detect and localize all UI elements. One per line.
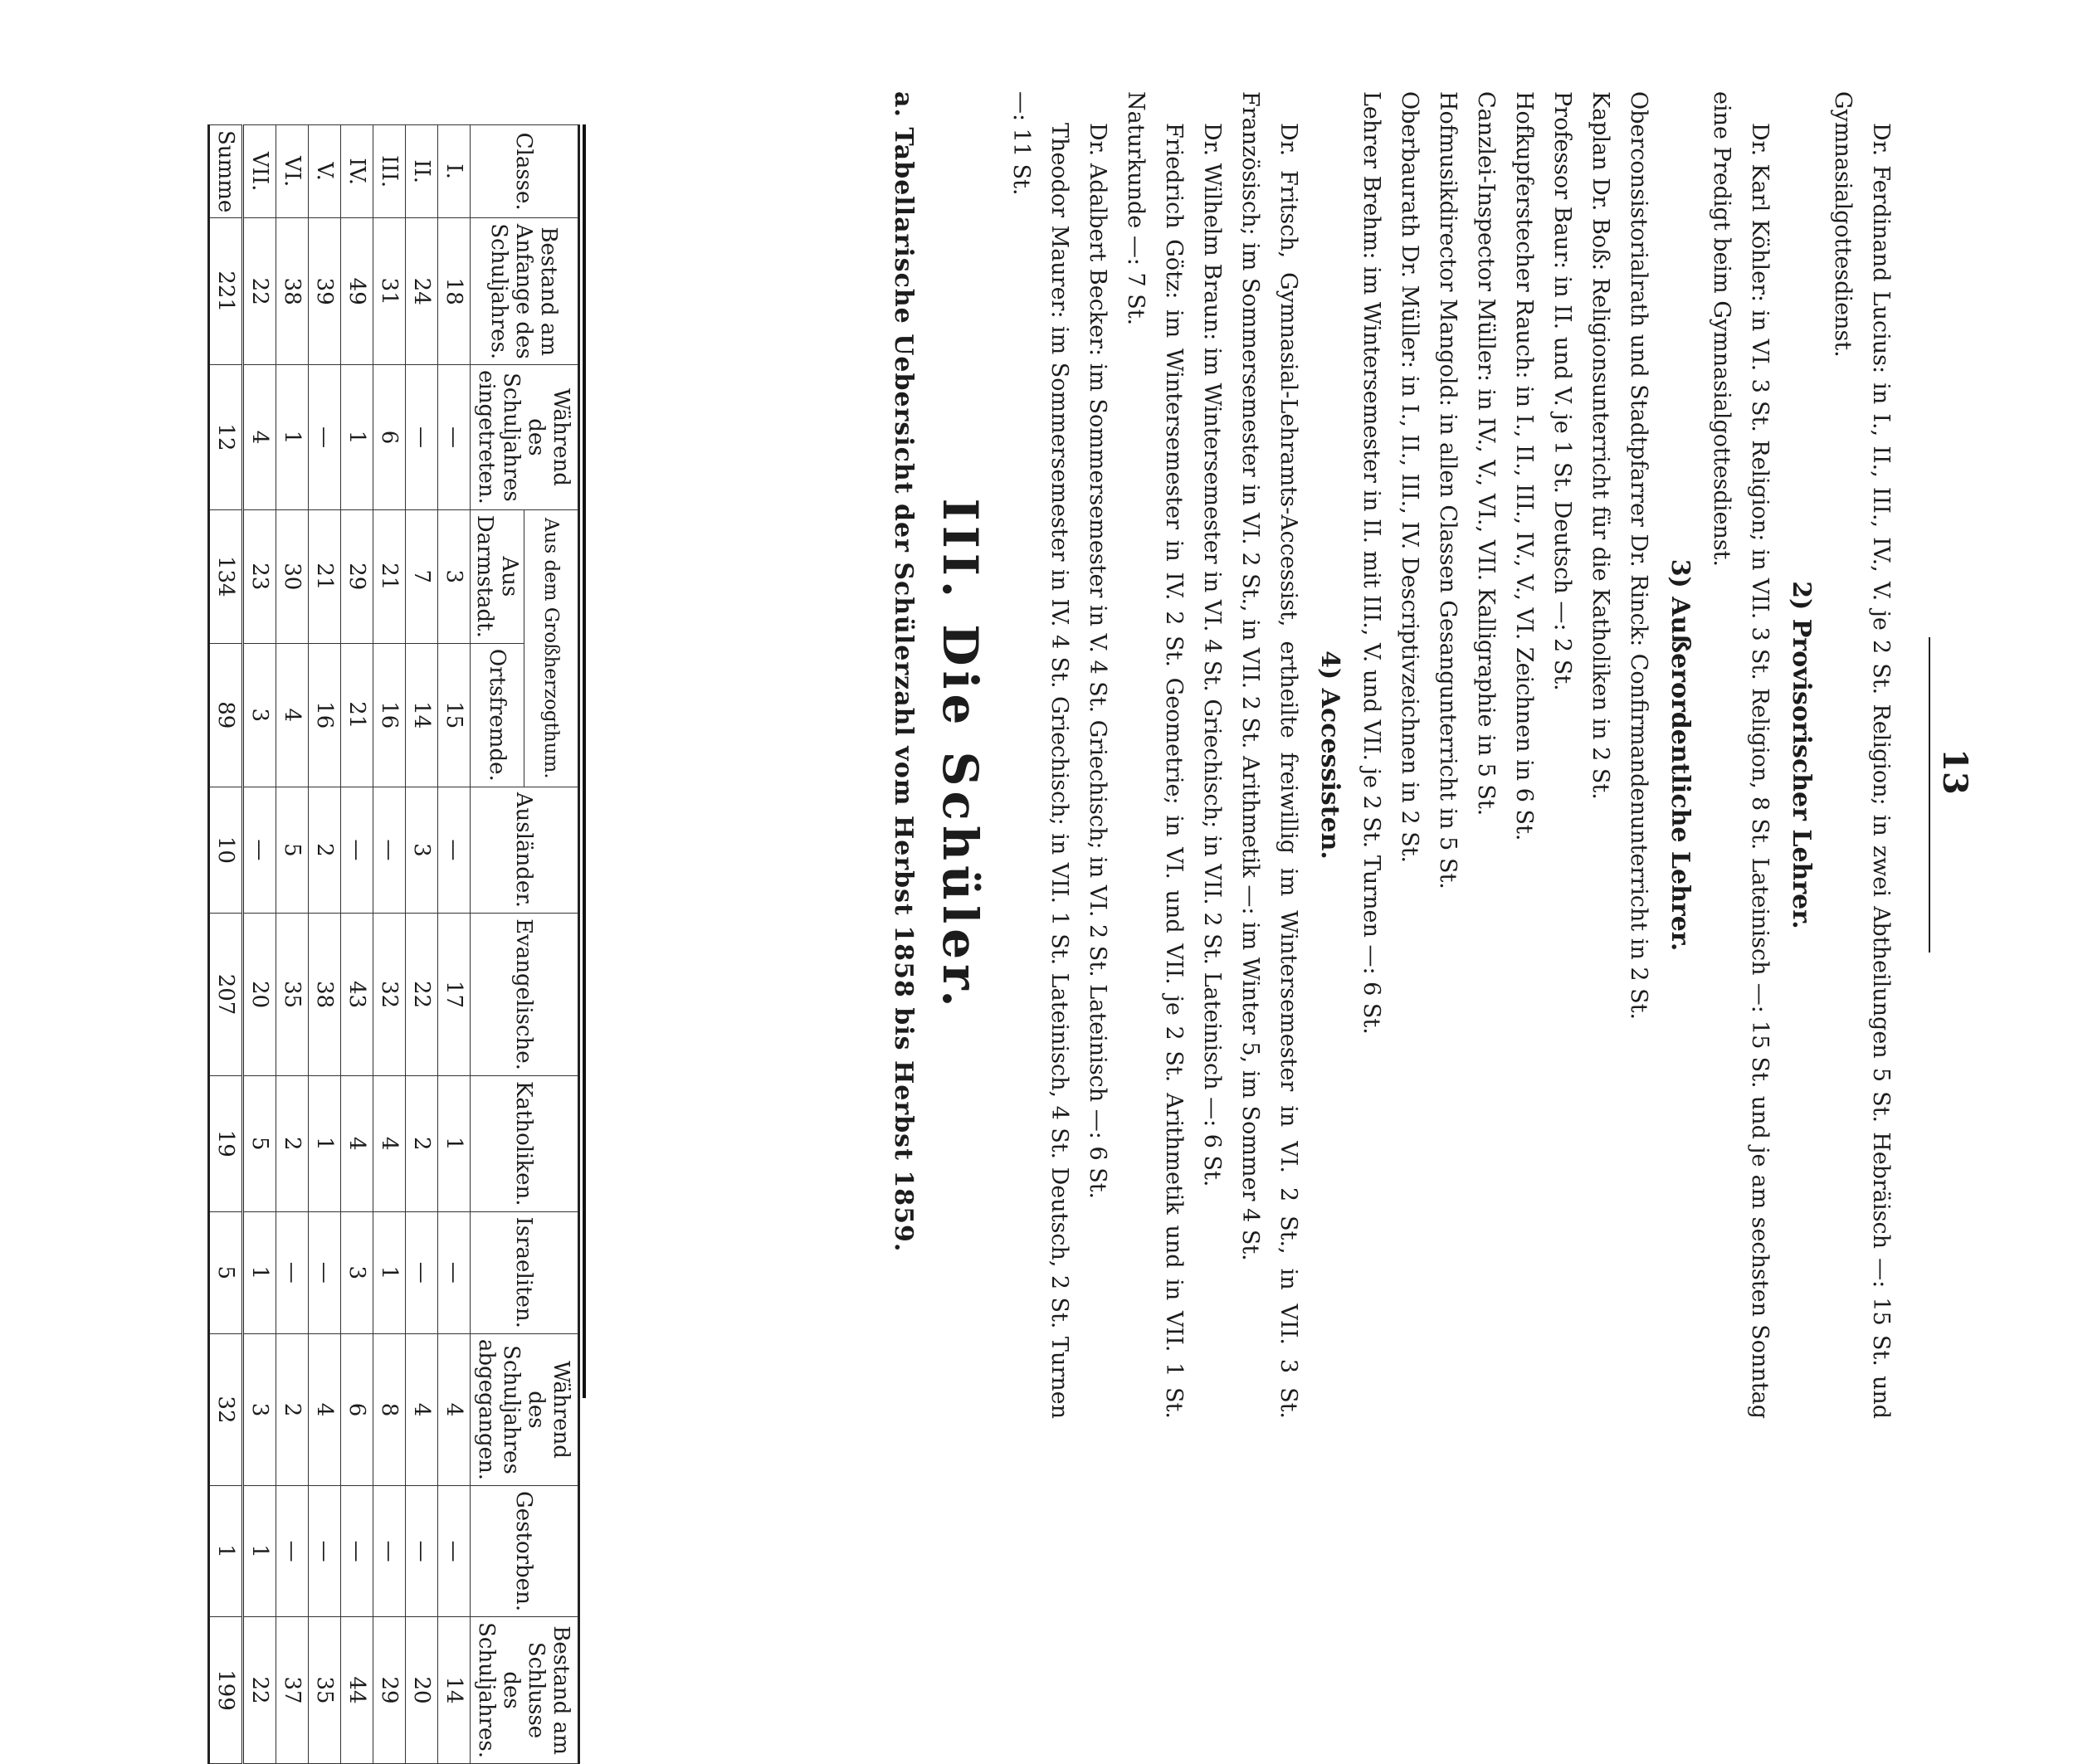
table-cell: 89: [209, 643, 243, 787]
table-cell: 3: [406, 787, 438, 913]
table-cell: 31: [373, 218, 406, 365]
table-cell: 14: [406, 643, 438, 787]
table-cell: 17: [438, 914, 471, 1076]
table-cell: III.: [373, 125, 406, 218]
table-cell: —: [438, 365, 471, 510]
table-cell: 4: [406, 1333, 438, 1485]
table-cell: 15: [438, 643, 471, 787]
table-cell: V.: [309, 125, 341, 218]
table-cell: —: [309, 1486, 341, 1617]
table-cell: 4: [243, 365, 276, 510]
table-cell: —: [243, 787, 276, 913]
table-cell: 1: [209, 1486, 243, 1617]
table-row: [438, 125, 471, 1764]
table-cell: —: [276, 1486, 309, 1617]
table-cell: 3: [243, 1333, 276, 1485]
table-cell: —: [373, 787, 406, 913]
table-cell: 21: [309, 509, 341, 643]
table-cell: 4: [341, 1075, 373, 1211]
table-row: [243, 125, 276, 1764]
teacher-line: Oberconsistorialrath und Stadtpfarrer Dr. Rinck: Confirmandenunterricht in 2 St.: [1626, 91, 1651, 1021]
table-row: [276, 125, 309, 1764]
heading-provisorischer-lehrer: 2) Provisorischer Lehrer.: [1787, 581, 1816, 929]
col-bestand-schluss: Bestand am Schlusse des Schuljahres.: [471, 1617, 579, 1764]
table-cell: 49: [341, 218, 373, 365]
table-cell: VI.: [276, 125, 309, 218]
table-cell: 35: [276, 914, 309, 1076]
table-cell: —: [309, 1211, 341, 1333]
table-cell: —: [406, 365, 438, 510]
table-cell: II.: [406, 125, 438, 218]
table-row: [406, 125, 438, 1764]
teacher-line: Oberbaurath Dr. Müller: in I., II., III., IV. Descriptivzeichnen in 2 St.: [1397, 91, 1422, 864]
table-cell: 32: [373, 914, 406, 1076]
table-cell: —: [438, 1211, 471, 1333]
header-rule: [1929, 637, 1930, 953]
table-cell: 7: [406, 509, 438, 643]
accessist-paragraph: Dr. Wilhelm Braun: im Wintersemester in VI. 4 St. Griechisch; in VII. 2 St. Lateinisch —: 6 St.: [1199, 123, 1225, 1187]
page-number: 13: [1935, 748, 1974, 795]
table-cell: 30: [276, 509, 309, 643]
table-cell: —: [438, 787, 471, 913]
table-cell: 5: [243, 1075, 276, 1211]
table-cell: 1: [243, 1486, 276, 1617]
accessist-paragraph: Dr. Fritsch, Gymnasial-Lehramts-Accessist, ertheilte freiwillig im Wintersemester in VI. 2 St., in VII. 3 St. Französisch; im Sommersemester in VI. 2 St., in VII. 2 St. Arithmetik —: im Winter 5, im Sommer 4 St.: [1237, 91, 1301, 1419]
col-bestand-anfang: Bestand am Anfange des Schuljahres.: [471, 218, 579, 365]
teacher-line: Hofkupferstecher Rauch: in I., II., III., IV., V., VI. Zeichnen in 6 St.: [1511, 91, 1537, 841]
col-abgegangen: Während des Schuljahres abgegangen.: [471, 1333, 579, 1485]
table-cell: —: [341, 1486, 373, 1617]
table-cell: —: [309, 365, 341, 510]
table-cell: 24: [406, 218, 438, 365]
table-cell: 21: [373, 509, 406, 643]
table-cell: —: [373, 1486, 406, 1617]
table-cell: 35: [309, 1617, 341, 1764]
table-cell: 3: [243, 643, 276, 787]
heading-ausserordentliche-lehrer: 3) Außerordentliche Lehrer.: [1666, 558, 1695, 952]
section-title: III. Die Schüler.: [932, 498, 988, 1012]
table-cell: 32: [209, 1333, 243, 1485]
table-cell: 20: [406, 1617, 438, 1764]
table-cell: 44: [341, 1617, 373, 1764]
table-cell: 21: [341, 643, 373, 787]
table-cell: 1: [243, 1211, 276, 1333]
paragraph-lucius: Dr. Ferdinand Lucius: in I., II., III., IV., V. je 2 St. Religion; in zwei Abtheilungen 5 St. Hebräisch —: 15 St. und Gymnasialgottesdienst.: [1830, 91, 1894, 1419]
col-katholiken: Katholiken.: [471, 1075, 579, 1211]
col-auslaender: Ausländer.: [471, 787, 579, 913]
table-cell: 199: [209, 1617, 243, 1764]
teacher-line: Professor Baur: in II. und V. je 1 St. Deutsch —: 2 St.: [1549, 91, 1575, 691]
table-cell: —: [406, 1211, 438, 1333]
table-cell: 4: [438, 1333, 471, 1485]
table-top-rule: [583, 124, 586, 1398]
table-cell: 1: [341, 365, 373, 510]
table-cell: 29: [373, 1617, 406, 1764]
page-text: [884, 91, 1900, 1419]
table-cell: 134: [209, 509, 243, 643]
table-cell: 18: [438, 218, 471, 365]
table-cell: VII.: [243, 125, 276, 218]
table-cell: 207: [209, 914, 243, 1076]
table-cell: 4: [276, 643, 309, 787]
table-cell: —: [406, 1486, 438, 1617]
table-sum-row: [209, 125, 243, 1764]
table-cell: 19: [209, 1075, 243, 1211]
table-cell: 5: [209, 1211, 243, 1333]
table-cell: 5: [276, 787, 309, 913]
table-cell: 3: [341, 1211, 373, 1333]
table-cell: 4: [309, 1333, 341, 1485]
table-cell: 23: [243, 509, 276, 643]
accessist-paragraph: Dr. Adalbert Becker: im Sommersemester in V. 4 St. Griechisch; in VI. 2 St. Lateinisch —: 6 St.: [1085, 123, 1110, 1200]
col-darmstadt: Aus Darmstadt.: [471, 509, 524, 643]
table-cell: 20: [243, 914, 276, 1076]
table-cell: 16: [373, 643, 406, 787]
teacher-line: Hofmusikdirector Mangold: in allen Classen Gesangunterricht in 5 St.: [1435, 91, 1461, 889]
table-cell: 29: [341, 509, 373, 643]
table-cell: 22: [406, 914, 438, 1076]
col-ortsfremde: Ortsfremde.: [471, 643, 524, 787]
table-row: [309, 125, 341, 1764]
table-cell: 38: [309, 914, 341, 1076]
table-cell: 8: [373, 1333, 406, 1485]
table-cell: Summe: [209, 125, 243, 218]
table-cell: 14: [438, 1617, 471, 1764]
table-cell: I.: [438, 125, 471, 218]
table-cell: 2: [309, 787, 341, 913]
table-cell: 38: [276, 218, 309, 365]
table-cell: 221: [209, 218, 243, 365]
table-cell: 1: [438, 1075, 471, 1211]
table-cell: —: [341, 787, 373, 913]
accessist-paragraph: Friedrich Götz: im Wintersemester in IV. 2 St. Geometrie; in VI. und VII. je 2 St. Arithmetik und in VII. 1 St. Naturkunde —: 7 St.: [1123, 91, 1187, 1419]
heading-accessisten: 4) Accessisten.: [1315, 651, 1344, 860]
col-evangelische: Evangelische.: [471, 914, 579, 1076]
col-grossherzogthum: Aus dem Großherzogthum.: [524, 509, 579, 787]
table-cell: 2: [276, 1333, 309, 1485]
table-cell: 6: [373, 365, 406, 510]
col-gestorben: Gestorben.: [471, 1486, 579, 1617]
table-cell: 43: [341, 914, 373, 1076]
col-eingetreten: Während des Schuljahres eingetreten.: [471, 365, 579, 510]
table-cell: 2: [276, 1075, 309, 1211]
table-cell: 22: [243, 1617, 276, 1764]
table-cell: —: [276, 1211, 309, 1333]
table-subtitle: a. Tabellarische Uebersicht der Schülerzahl vom Herbst 1858 bis Herbst 1859.: [889, 91, 918, 1253]
table-cell: 4: [373, 1075, 406, 1211]
table-row: [341, 125, 373, 1764]
table-cell: 3: [438, 509, 471, 643]
teacher-line: Kaplan Dr. Boß: Religionsunterricht für die Katholiken in 2 St.: [1588, 91, 1613, 800]
table-cell: 12: [209, 365, 243, 510]
table-cell: 10: [209, 787, 243, 913]
accessist-paragraph: Theodor Maurer: im Sommersemester in IV. 4 St. Griechisch; in VII. 1 St. Lateinisch, 4 St. Deutsch, 2 St. Turnen —: 11 St.: [1008, 91, 1072, 1419]
table-cell: 6: [341, 1333, 373, 1485]
col-israeliten: Israeliten.: [471, 1211, 579, 1333]
table-cell: 39: [309, 218, 341, 365]
table-cell: 16: [309, 643, 341, 787]
teacher-line: Lehrer Brehm: im Wintersemester in II. mit III., V. und VII. je 2 St. Turnen —: 6 St.: [1359, 91, 1384, 1035]
table-cell: 1: [276, 365, 309, 510]
table-cell: IV.: [341, 125, 373, 218]
table-cell: 1: [373, 1211, 406, 1333]
table-cell: —: [438, 1486, 471, 1617]
table-row: [373, 125, 406, 1764]
table-cell: 2: [406, 1075, 438, 1211]
teacher-line: Canzlei-Inspector Müller: in IV., V., VI., VII. Kalligraphie in 5 St.: [1473, 91, 1499, 816]
col-classe: Classe.: [471, 125, 579, 218]
paragraph-koehler: Dr. Karl Köhler: in VI. 3 St. Religion; in VII. 3 St. Religion, 8 St. Lateinisch —: 15 St. und je am sechsten Sonntag eine Predigt beim Gymnasialgottesdienst.: [1709, 91, 1773, 1419]
table-cell: 37: [276, 1617, 309, 1764]
table-cell: 1: [309, 1075, 341, 1211]
pupil-statistics-table: [207, 124, 580, 1764]
table-cell: 22: [243, 218, 276, 365]
